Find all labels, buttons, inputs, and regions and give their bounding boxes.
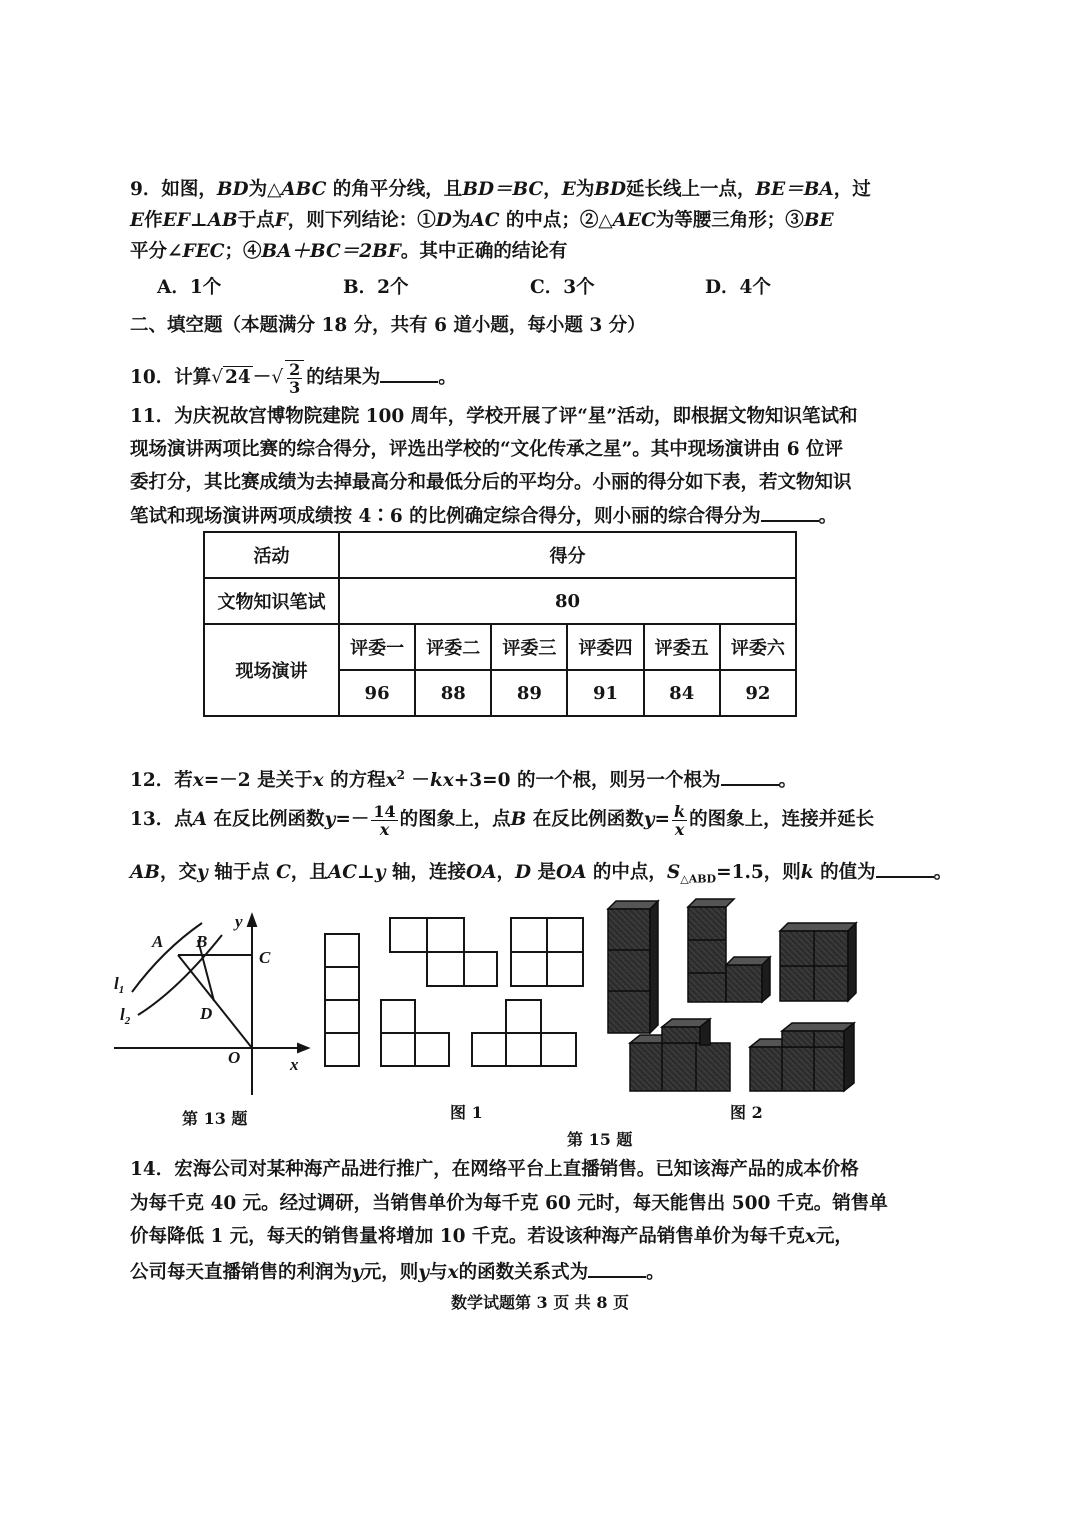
q10: 10．计算√ 24 －√ $\frac{2}{3}$ 的结果为 。: [130, 360, 457, 397]
label-x: x: [290, 1055, 299, 1074]
stack-l-shape: [688, 899, 770, 1002]
score-1: 96: [339, 670, 415, 716]
score-5: 84: [644, 670, 720, 716]
figure-q13-coordinate-diagram: [108, 905, 318, 1105]
q9-line-1: 9．如图，BD为△ABC 的角平分线，且BD＝BC，E为BD延长线上一点，BE＝BA，过: [130, 179, 871, 200]
label-c: C: [259, 948, 271, 967]
q11-line-2: 现场演讲两项比赛的综合得分，评选出学校的“文化传承之星”。其中现场演讲由 6 位评: [130, 439, 844, 460]
section-heading: 二、填空题（本题满分 18 分，共有 6 道小题，每小题 3 分）: [130, 315, 646, 336]
answer-blank[interactable]: [380, 363, 438, 383]
q11-line-3: 委打分，其比赛成绩为去掉最高分和最低分后的平均分。小丽的得分如下表，若文物知识: [130, 472, 852, 493]
row-written-value: 80: [339, 578, 796, 624]
row-written-label: 文物知识笔试: [204, 578, 339, 624]
caption-q15: 第 15 题: [567, 1130, 633, 1149]
q11-line-1: 11．为庆祝故宫博物院建院 100 周年，学校开展了评“星”活动，即根据文物知识笔试和: [130, 406, 858, 427]
segment-ao: [178, 955, 252, 1048]
answer-blank[interactable]: [588, 1258, 646, 1278]
label-b: B: [196, 932, 208, 951]
answer-blank[interactable]: [721, 766, 779, 786]
score-table: [203, 531, 797, 717]
stack-tall-column: [608, 901, 658, 1033]
q9-option-c: C．3个: [530, 277, 595, 298]
header-score: 得分: [339, 532, 796, 578]
q14-line-2: 为每千克 40 元。经过调研，当销售单价为每千克 60 元时，每天能售出 500 千克。销售单: [130, 1193, 888, 1214]
answer-blank[interactable]: [761, 502, 819, 522]
y-axis-arrow: [248, 915, 256, 926]
row-speech-label: 现场演讲: [204, 624, 339, 716]
stack-cube-block: [780, 923, 856, 1001]
figure-1-cube-nets: [318, 910, 590, 1072]
judge-3: 评委三: [491, 624, 567, 670]
q13-line-2: AB，交y 轴于点 C，且AC⊥y 轴，连接OA，D 是OA 的中点，$S_{\triangle ABD}=1.5$，则k 的值为 。: [130, 858, 952, 893]
label-y: y: [235, 912, 243, 931]
score-4: 91: [567, 670, 643, 716]
label-o: O: [228, 1048, 241, 1067]
answer-blank[interactable]: [876, 858, 934, 878]
judge-1: 评委一: [339, 624, 415, 670]
curve-l2: [138, 935, 222, 1015]
q9-option-b: B．2个: [343, 277, 409, 298]
q14-line-3: 价每降低 1 元，每天的销售量将增加 10 千克。若设该种海产品销售单价为每千克x元，: [130, 1226, 853, 1247]
caption-figure-1: 图 1: [450, 1103, 483, 1122]
score-2: 88: [415, 670, 491, 716]
score-3: 89: [491, 670, 567, 716]
header-activity: 活动: [204, 532, 339, 578]
q11-line-4: 笔试和现场演讲两项成绩按 4∶6 的比例确定综合得分，则小丽的综合得分为 。: [130, 502, 837, 530]
q13-line-1: 13．点A 在反比例函数y=－ $\frac{14}{x}$ 的图象上，点B 在反比例函数y= $\frac{k}{x}$ 的图象上，连接并延长: [130, 801, 875, 839]
q9-line-2: E作EF⊥AB于点F，则下列结论：①D为AC 的中点；②△AEC为等腰三角形；③BE: [130, 210, 834, 231]
curve-l1: [132, 923, 202, 992]
page-footer: 数学试题第 3 页 共 8 页: [450, 1293, 630, 1312]
x-axis-arrow: [298, 1044, 308, 1052]
label-a: A: [152, 932, 164, 951]
judge-4: 评委四: [567, 624, 643, 670]
q9-line-3: 平分∠FEC；④BA＋BC＝2BF。其中正确的结论有: [130, 241, 568, 262]
q9-option-a: A．1个: [157, 277, 222, 298]
judge-5: 评委五: [644, 624, 720, 670]
caption-q13: 第 13 题: [182, 1109, 248, 1128]
label-l2: $l_2$: [120, 1005, 131, 1027]
q14-line-4: 公司每天直播销售的利润为y元，则y与x的函数关系式为 。: [130, 1258, 665, 1286]
label-d: D: [200, 1004, 213, 1023]
q14-line-1: 14．宏海公司对某种海产品进行推广，在网络平台上直播销售。已知该海产品的成本价格: [130, 1159, 859, 1180]
label-l1: $l_1$: [114, 974, 125, 996]
q12: 12．若x=－2 是关于x 的方程$x^2 -kx+3=0$ 的一个根，则另一个根为 。: [130, 768, 798, 792]
score-6: 92: [720, 670, 796, 716]
stack-stepped-right: [750, 1023, 854, 1091]
judge-2: 评委二: [415, 624, 491, 670]
caption-figure-2: 图 2: [730, 1103, 763, 1122]
q9-option-d: D．4个: [705, 277, 771, 298]
figure-2-cube-stacks: [600, 895, 872, 1100]
judge-6: 评委六: [720, 624, 796, 670]
